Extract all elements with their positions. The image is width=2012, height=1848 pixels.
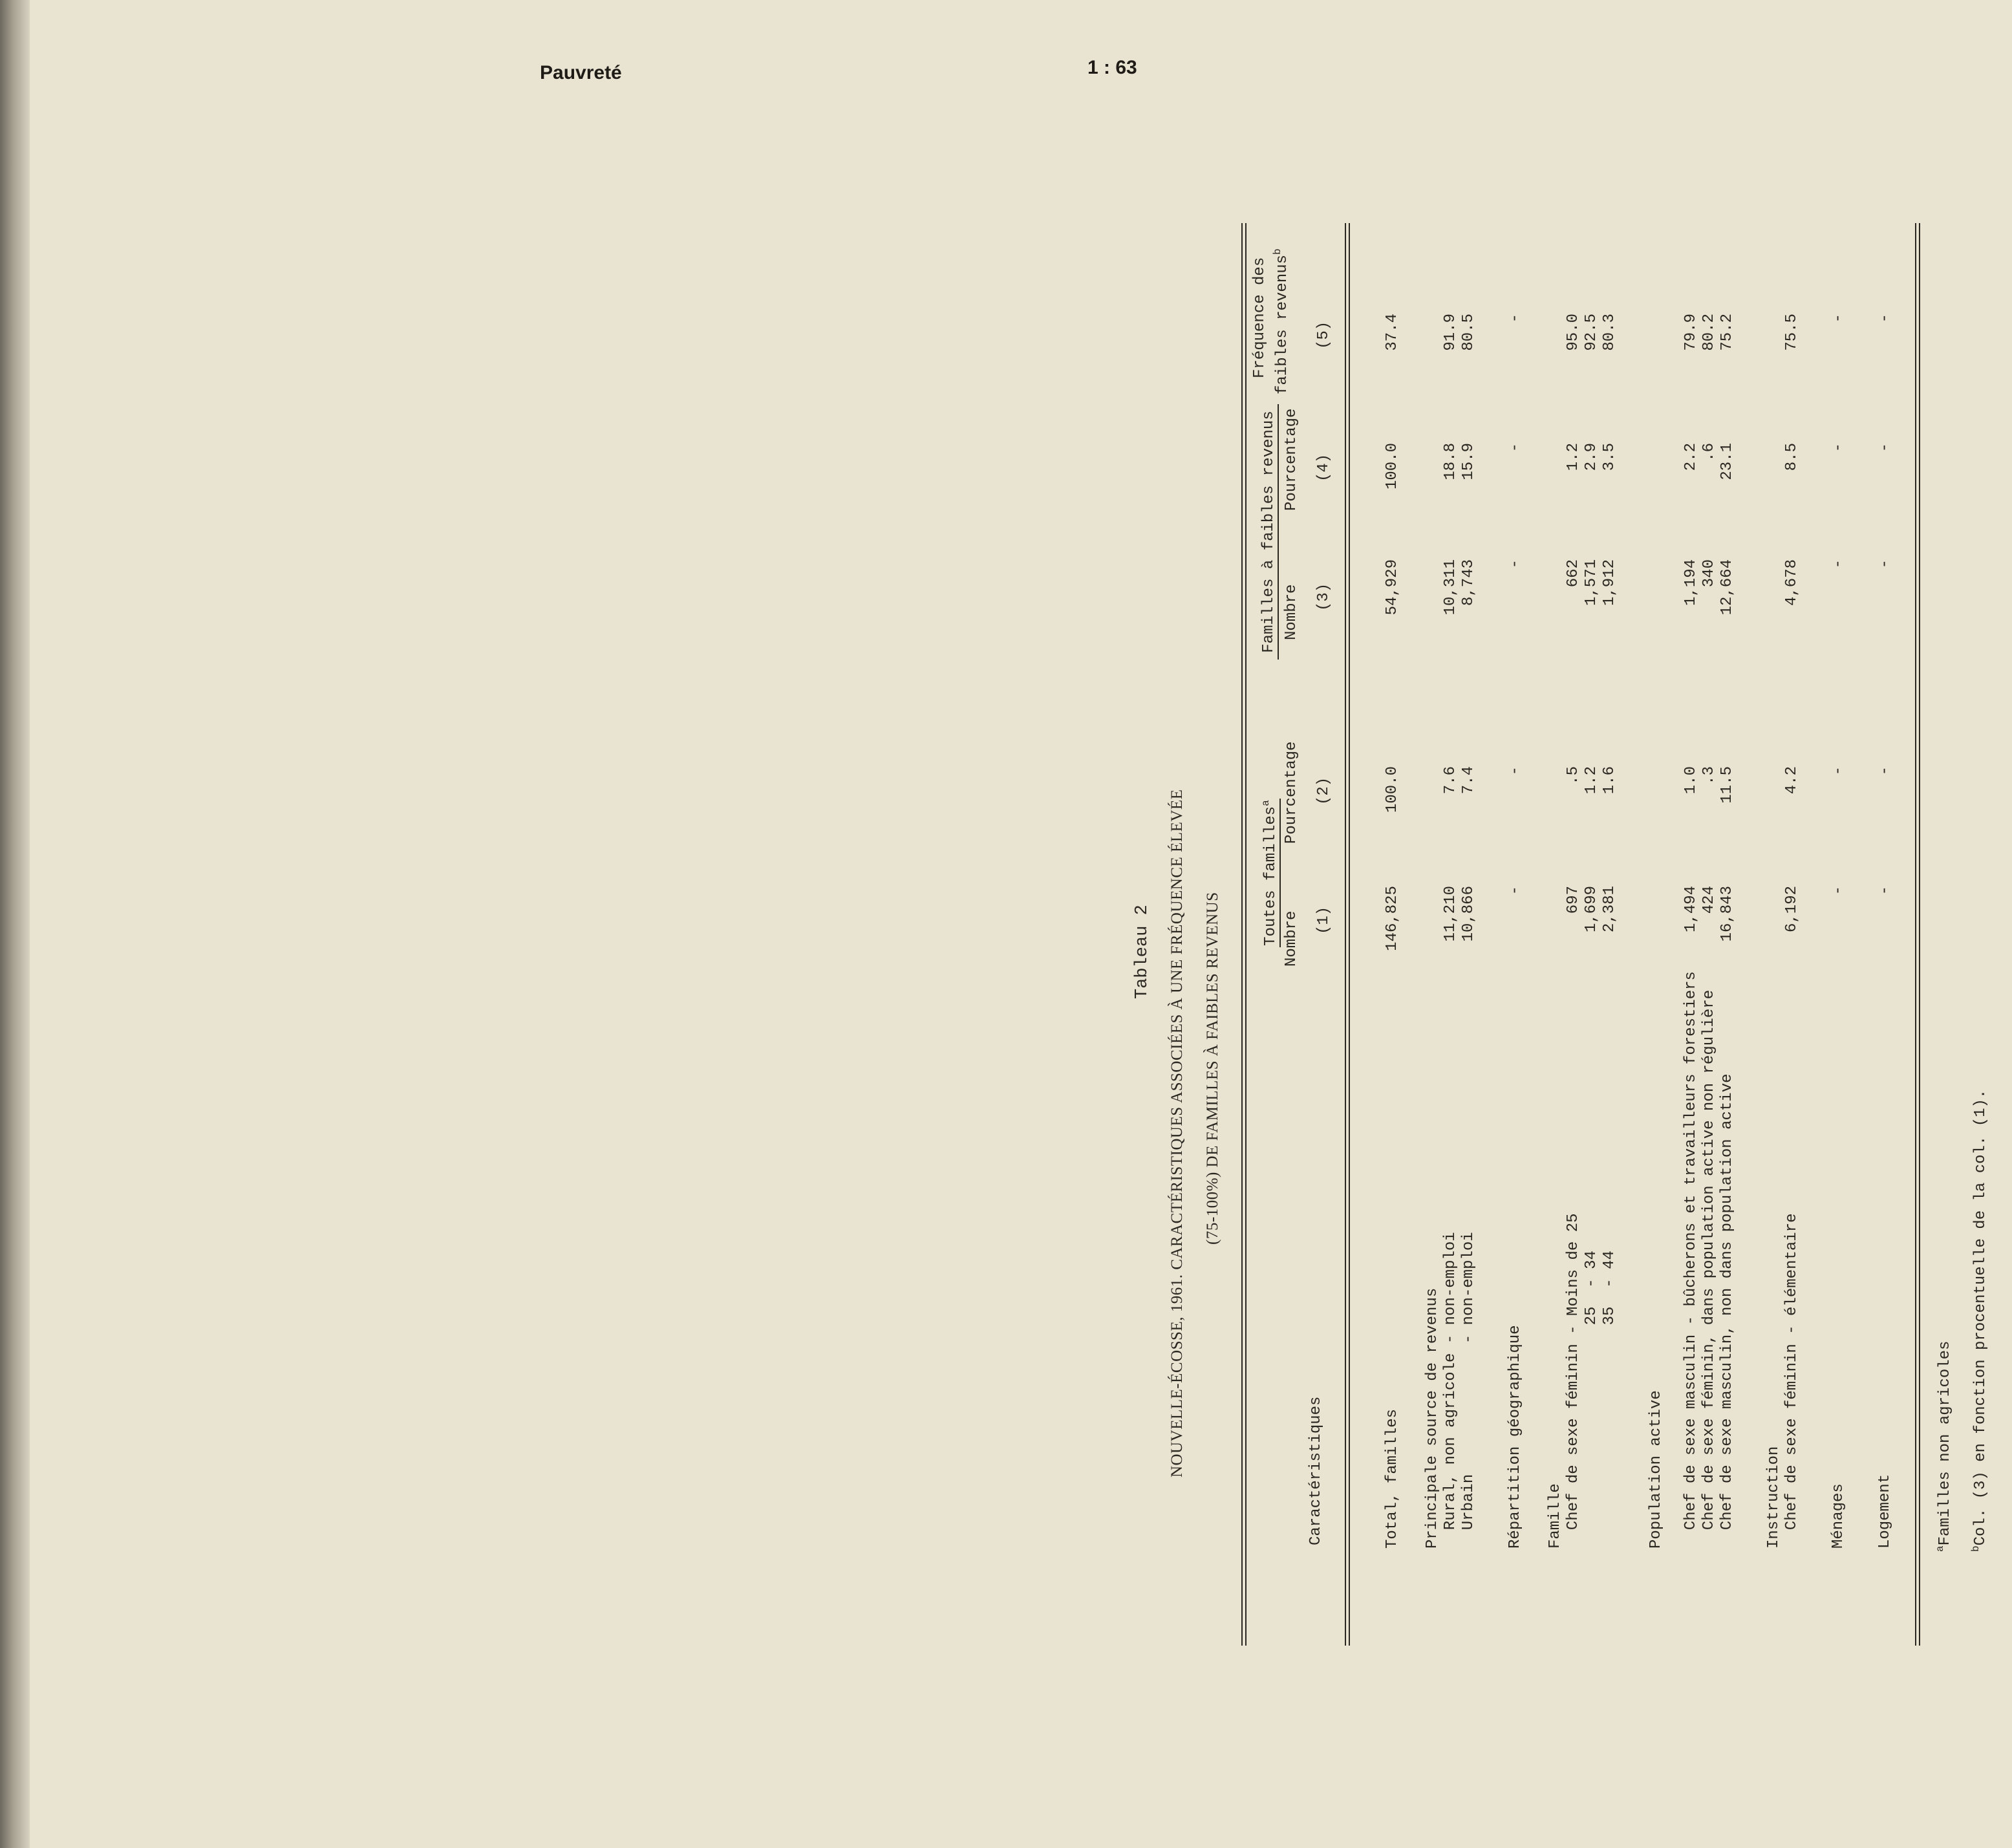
- row-value-col4: 1.2: [1565, 443, 1582, 471]
- row-value-col3: 662: [1565, 559, 1582, 588]
- row-label: Chef de sexe féminin - élémentaire: [1783, 1213, 1801, 1549]
- footnote-a-mark: a: [1934, 1545, 1946, 1552]
- top-rule-1: [1241, 223, 1243, 1646]
- row-label: Répartition géographique: [1506, 1325, 1524, 1549]
- row-value-col5: -: [1830, 314, 1847, 323]
- table-label: Tableau 2: [1133, 905, 1152, 999]
- row-value-col5: 80.5: [1460, 314, 1477, 351]
- table-title-line1: NOUVELLE-ÉCOSSE, 1961. CARACTÉRISTIQUES ASSOCIÉES À UNE FRÉQUENCE ÉLEVÉE: [1168, 789, 1186, 1477]
- row-value-col1: 697: [1565, 886, 1582, 914]
- row-label: Instruction: [1765, 1446, 1782, 1549]
- row-label: 25 - 34: [1583, 1251, 1600, 1549]
- row-value-col1: -: [1506, 886, 1524, 896]
- row-value-col4: 3.5: [1601, 443, 1618, 471]
- row-value-col1: 11,210: [1442, 886, 1459, 942]
- row-value-col1: 146,825: [1384, 886, 1401, 951]
- header-rule-2: [1349, 223, 1350, 1646]
- row-value-col3: -: [1830, 559, 1847, 569]
- row-value-col3: 12,664: [1718, 559, 1736, 616]
- row-value-col1: -: [1830, 886, 1847, 896]
- row-label: Total, familles: [1384, 1408, 1401, 1549]
- row-value-col2: -: [1876, 766, 1894, 776]
- col-number-5: (5): [1315, 321, 1332, 349]
- row-value-col5: 75.2: [1718, 314, 1736, 351]
- row-value-col2: 7.4: [1460, 766, 1477, 795]
- header-rule-1: [1345, 223, 1346, 1646]
- row-value-col2: 4.2: [1783, 766, 1801, 795]
- row-value-col2: .3: [1700, 766, 1718, 785]
- row-label: Population active: [1647, 1390, 1665, 1549]
- row-value-col4: -: [1506, 443, 1524, 453]
- col-group-frequence-sup: b: [1272, 248, 1283, 255]
- row-value-col1: 16,843: [1718, 886, 1736, 942]
- table-title-line2: (75-100%) DE FAMILLES À FAIBLES REVENUS: [1204, 892, 1221, 1245]
- top-rule-2: [1245, 223, 1247, 1646]
- row-value-col1: -: [1876, 886, 1894, 896]
- row-value-col5: 79.9: [1682, 314, 1700, 351]
- row-value-col5: 95.0: [1565, 314, 1582, 351]
- col-subheader-pourcentage-2: Pourcentage: [1283, 408, 1300, 511]
- row-value-col5: 80.2: [1700, 314, 1718, 351]
- col-subheader-pourcentage-1: Pourcentage: [1283, 741, 1300, 844]
- row-value-col2: -: [1506, 766, 1524, 776]
- row-value-col1: 2,381: [1601, 886, 1618, 933]
- col-group-familles-faibles: Familles à faibles revenus: [1260, 404, 1279, 660]
- row-value-col5: 75.5: [1783, 314, 1801, 351]
- row-value-col1: 424: [1700, 886, 1718, 914]
- row-label: Chef de sexe féminin - Moins de 25: [1565, 1213, 1582, 1549]
- row-value-col3: 54,929: [1384, 559, 1401, 616]
- row-label: Famille: [1546, 1483, 1564, 1549]
- row-label: Chef de sexe masculin, non dans population active: [1718, 1073, 1736, 1549]
- row-label: Ménages: [1830, 1483, 1847, 1549]
- row-value-col1: 1,494: [1682, 886, 1700, 933]
- row-value-col3: 10,311: [1442, 559, 1459, 616]
- row-value-col4: -: [1876, 443, 1894, 453]
- col-subheader-nombre-1: Nombre: [1283, 910, 1300, 967]
- row-value-col5: -: [1506, 314, 1524, 323]
- col-number-2: (2): [1315, 777, 1332, 805]
- col-group-toutes-familles-sup: a: [1260, 800, 1272, 806]
- row-value-col1: 1,699: [1583, 886, 1600, 933]
- page-number: 1 : 63: [1087, 57, 1137, 78]
- rotated-table: [1075, 223, 2012, 1646]
- footnote-a-text: Familles non agricoles: [1936, 1340, 1954, 1546]
- row-value-col2: 1.0: [1682, 766, 1700, 795]
- row-value-col3: -: [1876, 559, 1894, 569]
- row-value-col3: 1,194: [1682, 559, 1700, 607]
- row-value-col3: -: [1506, 559, 1524, 569]
- col-group-toutes-familles: [1260, 799, 1281, 947]
- footnote-b: [1970, 1090, 1989, 1552]
- row-value-col3: 1,571: [1583, 559, 1600, 607]
- row-value-col4: 2.9: [1583, 443, 1600, 471]
- row-value-col1: 6,192: [1783, 886, 1801, 933]
- col-group-frequence-line1: Fréquence des: [1251, 257, 1268, 378]
- col-number-1: (1): [1315, 906, 1332, 934]
- row-value-col1: 10,866: [1460, 886, 1477, 942]
- row-value-col2: 7.6: [1442, 766, 1459, 795]
- col-group-toutes-familles-label: Toutes familles: [1262, 806, 1279, 946]
- row-value-col4: 8.5: [1783, 443, 1801, 471]
- footnote-b-text: Col. (3) en fonction procentuelle de la col. (1).: [1972, 1089, 1989, 1546]
- row-label: Urbain - non-emploi: [1460, 1232, 1477, 1549]
- col-header-characteristics: Caractéristiques: [1307, 1396, 1325, 1545]
- row-value-col2: 11.5: [1718, 766, 1736, 804]
- row-label: 35 - 44: [1601, 1251, 1618, 1549]
- col-group-frequence-label: faibles revenus: [1274, 254, 1291, 394]
- row-value-col4: -: [1830, 443, 1847, 453]
- row-value-col4: 100.0: [1384, 443, 1401, 490]
- row-value-col5: 92.5: [1583, 314, 1600, 351]
- row-value-col4: 23.1: [1718, 443, 1736, 480]
- row-value-col4: .6: [1700, 443, 1718, 462]
- row-value-col3: 1,912: [1601, 559, 1618, 607]
- bottom-rule-1: [1915, 223, 1916, 1646]
- row-value-col4: 15.9: [1460, 443, 1477, 480]
- row-value-col3: 340: [1700, 559, 1718, 588]
- footnote-b-mark: b: [1970, 1545, 1982, 1552]
- row-label: Rural, non agricole - non-emploi: [1442, 1232, 1459, 1549]
- row-value-col5: 80.3: [1601, 314, 1618, 351]
- row-label: Logement: [1876, 1474, 1894, 1549]
- col-group-frequence-line2: [1272, 248, 1291, 394]
- row-value-col2: .5: [1565, 766, 1582, 785]
- row-value-col4: 18.8: [1442, 443, 1459, 480]
- footnote-a: [1934, 1341, 1954, 1552]
- row-value-col3: 4,678: [1783, 559, 1801, 607]
- row-value-col5: 37.4: [1384, 314, 1401, 351]
- row-value-col4: 2.2: [1682, 443, 1700, 471]
- row-label: Principale source de revenus: [1424, 1287, 1441, 1549]
- row-value-col5: 91.9: [1442, 314, 1459, 351]
- row-label: Chef de sexe féminin, dans population active non régulière: [1700, 989, 1718, 1549]
- page-header-title: Pauvreté: [540, 62, 622, 83]
- row-value-col3: 8,743: [1460, 559, 1477, 607]
- book-spine-shadow: [0, 0, 30, 1848]
- col-subheader-nombre-2: Nombre: [1283, 584, 1300, 640]
- row-value-col2: 1.6: [1601, 766, 1618, 795]
- bottom-rule-2: [1919, 223, 1920, 1646]
- row-label: Chef de sexe masculin - bûcherons et travailleurs forestiers: [1682, 971, 1700, 1549]
- row-value-col2: 1.2: [1583, 766, 1600, 795]
- row-value-col2: -: [1830, 766, 1847, 776]
- row-value-col5: -: [1876, 314, 1894, 323]
- row-value-col2: 100.0: [1384, 766, 1401, 813]
- col-number-4: (4): [1315, 453, 1332, 482]
- col-number-3: (3): [1315, 583, 1332, 611]
